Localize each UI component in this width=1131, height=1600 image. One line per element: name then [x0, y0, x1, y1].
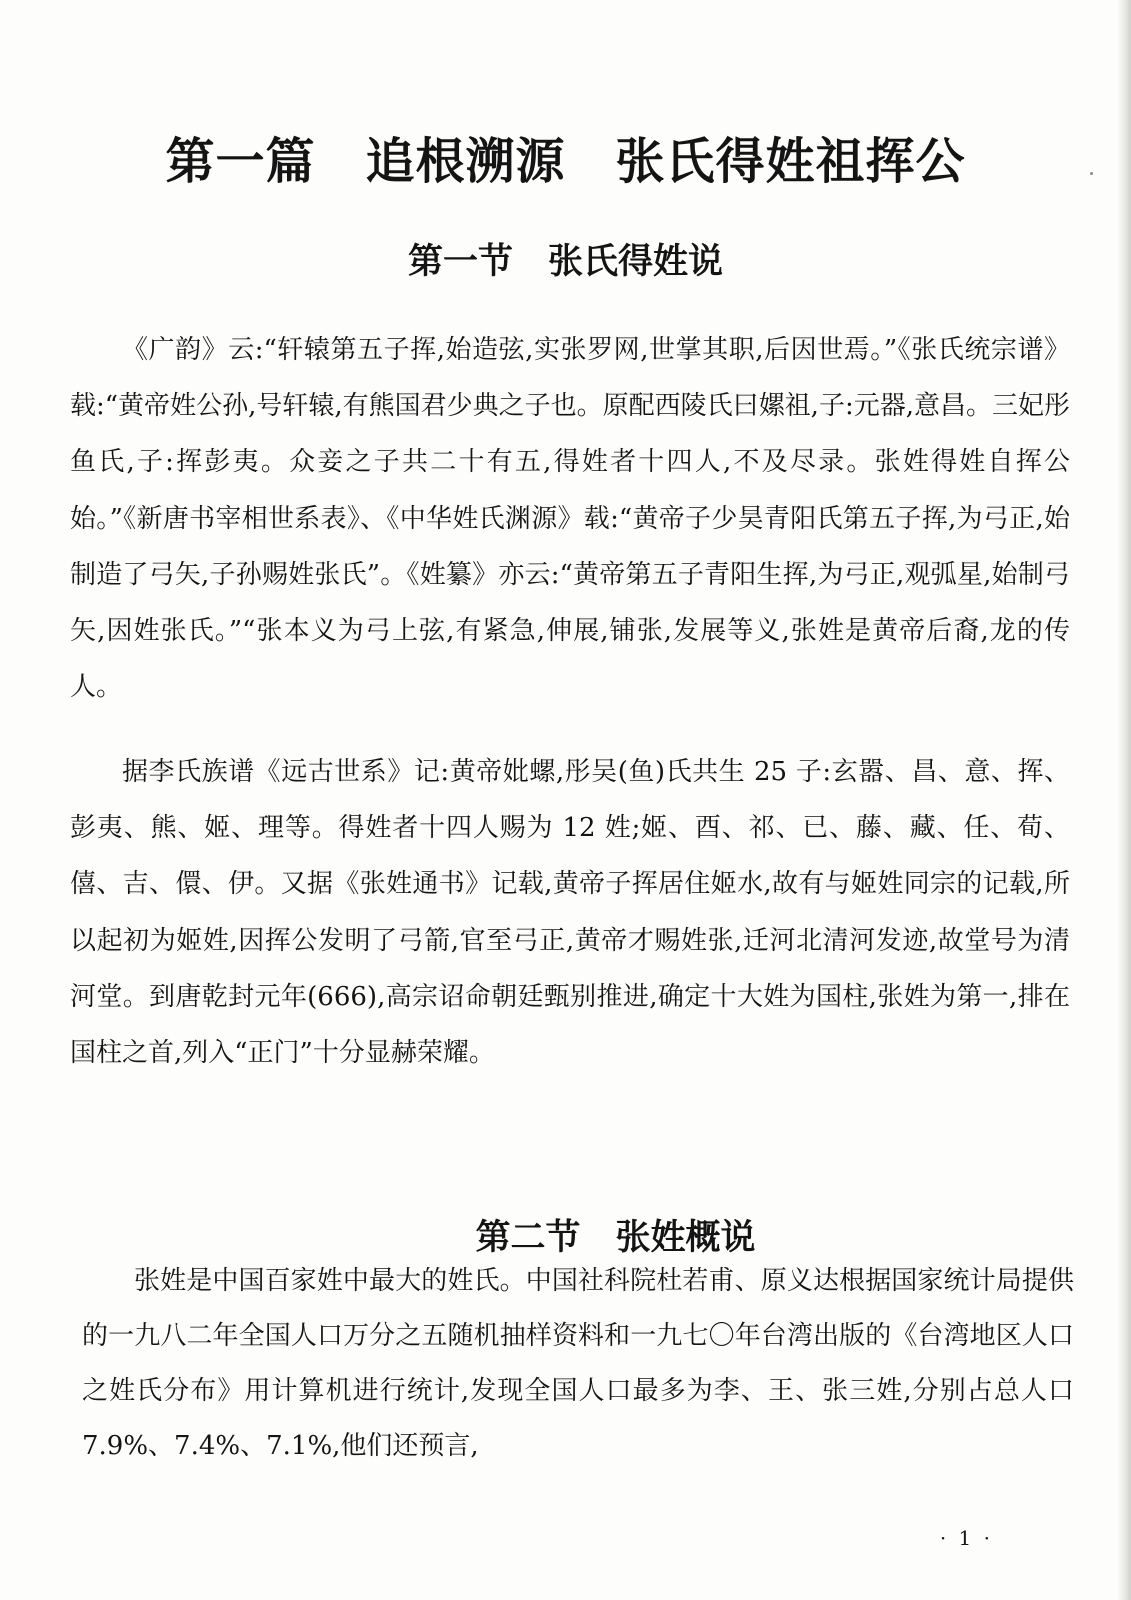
section-title-2: 第二节 张姓概说 — [475, 1218, 756, 1258]
section-title-1: 第一节 张氏得姓说 — [407, 242, 723, 282]
section-1-paragraph-1: 《广韵》云:“轩辕第五子挥,始造弦,实张罗网,世掌其职,后因世焉。”《张氏统宗谱》载:“黄帝姓公孙,号轩辕,有熊国君少典之子也。原配西陵氏曰嫘祖,子:元器,意昌。三妃彤鱼氏,子:挥彭夷。众妾之子共二十有五,得姓者十四人,不及尽录。张姓得姓自挥公始。”《新唐书宰相世系表》、《中华姓氏渊源》载:“黄帝子少昊青阳氏第五子挥,为弓正,始制造了弓矢,子孙赐姓张氏”。《姓纂》亦云:“黄帝第五子青阳生挥,为弓正,观弧星,始制弓矢,因姓张氏。”“张本义为弓上弦,有紧急,伸展,铺张,发展等义,张姓是黄帝后裔,龙的传人。 — [70, 335, 1070, 703]
chapter-title: 第一篇 追根溯源 张氏得姓祖挥公 — [165, 133, 966, 190]
page-number: · 1 · — [939, 1526, 993, 1550]
section-2-paragraph-1: 张姓是中国百家姓中最大的姓氏。中国社科院杜若甫、原义达根据国家统计局提供的一九八二年全国人口万分之五随机抽样资料和一九七〇年台湾出版的《台湾地区人口之姓氏分布》用计算机进行统计,发现全国人口最多为李、王、张三姓,分别占总人口 7.9%、7.4%、7.1%,他们还预言, — [82, 1266, 1074, 1461]
section-1-paragraph-2: 据李氏族谱《远古世系》记:黄帝妣螺,彤吴(鱼)氏共生 25 子:玄嚣、昌、意、挥、彭夷、熊、姬、理等。得姓者十四人赐为 12 姓;姬、酉、祁、已、藤、藏、任、荀、僖、吉、儇、伊。又据《张姓通书》记载,黄帝子挥居住姬水,故有与姬姓同宗的记载,所以起初为姬姓,因挥公发明了弓箭,官至弓正,黄帝才赐姓张,迁河北清河发迹,故堂号为清河堂。到唐乾封元年(666),高宗诏命朝廷甄别推进,确定十大姓为国柱,张姓为第一,排在国柱之首,列入“正门”十分显赫荣耀。 — [70, 757, 1070, 1069]
